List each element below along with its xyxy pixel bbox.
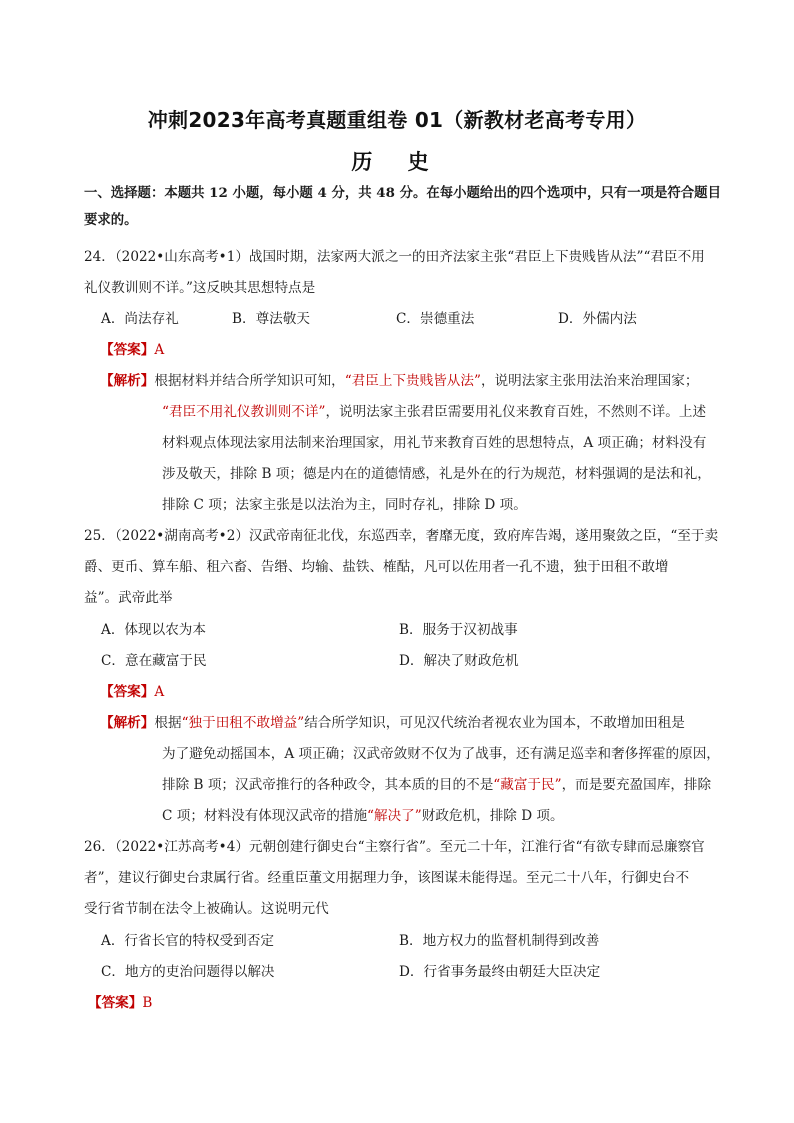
question-25-answer (100, 677, 740, 708)
explanation-text: 涉及敬天，排除 B 项；德是内在的道德情感，礼是外在的行为规范，材料强调的是法和礼， (162, 466, 711, 482)
question-24-answer (100, 335, 740, 366)
question-26-line-1: 26．（2022•江苏高考•4）元朝创建行御史台“主察行省”。至元二十年，江淮行省“有欲专肆而忌廉察官 (84, 839, 705, 855)
option-b: B．地方权力的监督机制得到改善 (399, 933, 600, 949)
option-d: D．外儒内法 (558, 311, 637, 327)
question-24-stem (84, 242, 724, 304)
option-c: C．地方的吏治问题得以解决 (101, 964, 275, 980)
answer-tag: 【答案】 (100, 684, 155, 700)
explanation-quote: “君臣不用礼仪教训则不详” (162, 404, 326, 420)
question-25-line-1: 25．（2022•湖南高考•2）汉武帝南征北伐，东巡西幸，奢靡无度，致府库告竭，遂用聚敛之臣，“至于卖 (84, 528, 719, 544)
answer-value: A (154, 342, 165, 358)
explanation-text: 根据材料并结合所学知识可知， (154, 373, 345, 389)
option-b: B．尊法敬天 (232, 311, 310, 327)
explanation-text: ，说明法家主张用法治来治理国家； (480, 373, 699, 389)
question-26-answer (88, 988, 728, 1019)
question-24-options (101, 304, 741, 335)
question-24-line-1: 24．（2022•山东高考•1）战国时期，法家两大派之一的田齐法家主张“君臣上下贵贱皆从法”“君臣不用 (84, 249, 705, 265)
section-instruction (84, 180, 724, 234)
explanation-tag: 【解析】 (100, 373, 155, 389)
explanation-text: ，而是要充盈国库，排除 (561, 777, 712, 793)
option-a: A．尚法存礼 (101, 311, 179, 327)
option-a: A．体现以农为本 (101, 622, 206, 638)
option-d: D．行省事务最终由朝廷大臣决定 (399, 964, 601, 980)
explanation-text: 为了避免动摇国本，A 项正确；汉武帝敛财不仅为了战事，还有满足巡幸和奢侈挥霍的原因， (162, 746, 720, 762)
option-b: B．服务于汉初战事 (399, 622, 518, 638)
explanation-text: 材料观点体现法家用法制来治理国家，用礼节来教育百姓的思想特点，A 项正确；材料没有 (162, 435, 707, 451)
explanation-text: 根据 (154, 715, 182, 731)
explanation-text: 排除 C 项；法家主张是以法治为主，同时存礼，排除 D 项。 (162, 497, 527, 513)
explanation-quote: “解决了” (367, 808, 422, 824)
question-25 (84, 521, 724, 614)
question-26-line-3: 受行省节制在法令上被确认。这说明元代 (84, 901, 329, 917)
option-c: C．崇德重法 (396, 311, 475, 327)
answer-value: A (154, 684, 165, 700)
option-c: C．意在藏富于民 (101, 653, 207, 669)
explanation-quote: “君臣上下贵贱皆从法” (344, 373, 481, 389)
question-26-stem (84, 832, 724, 925)
answer-value: B (142, 995, 153, 1011)
question-24-explanation (100, 366, 730, 521)
question-26-options (101, 926, 741, 988)
question-26 (84, 832, 724, 925)
explanation-quote: “藏富于民” (493, 777, 562, 793)
answer-tag: 【答案】 (88, 995, 143, 1011)
question-25-stem (84, 521, 724, 614)
option-d: D．解决了财政危机 (399, 653, 519, 669)
question-25-explanation (100, 708, 730, 832)
question-26-line-2: 者”，建议行御史台隶属行省。经重臣董文用据理力争，该图谋未能得逞。至元二十八年，行御史台不 (84, 870, 690, 886)
explanation-quote: “独于田租不敢增益” (181, 715, 305, 731)
question-25-line-2: 爵、更币、算车船、租六畜、告缗、均输、盐铁、榷酤，凡可以佐用者一孔不遗，独于田租不敢增 (84, 559, 669, 575)
option-a: A．行省长官的特权受到否定 (101, 933, 274, 949)
section-line-1: 一、选择题：本题共 12 小题，每小题 4 分，共 48 分。在每小题给出的四个选项中，只有一项是符合题目 (84, 185, 721, 201)
explanation-text: C 项；材料没有体现汉武帝的措施 (162, 808, 368, 824)
subject-heading: 历 史 (351, 150, 443, 174)
question-25-options (101, 615, 741, 677)
question-24 (84, 242, 724, 304)
section-line-2: 要求的。 (84, 212, 138, 228)
explanation-text: 排除 B 项；汉武帝推行的各种政令，其本质的目的不是 (162, 777, 494, 793)
question-25-line-3: 益”。武帝此举 (84, 590, 173, 606)
explanation-text: 结合所学知识，可见汉代统治者视农业为国本，不敢增加田租是 (304, 715, 685, 731)
explanation-text: 财政危机，排除 D 项。 (421, 808, 564, 824)
explanation-text: ，说明法家主张君臣需要用礼仪来教育百姓，不然则不详。上述 (325, 404, 707, 420)
answer-tag: 【答案】 (100, 342, 155, 358)
question-24-line-2: 礼仪教训则不详。”这反映其思想特点是 (84, 280, 316, 296)
explanation-tag: 【解析】 (100, 715, 155, 731)
page-title: 冲刺2023年高考真题重组卷 01（新教材老高考专用） (147, 108, 647, 132)
